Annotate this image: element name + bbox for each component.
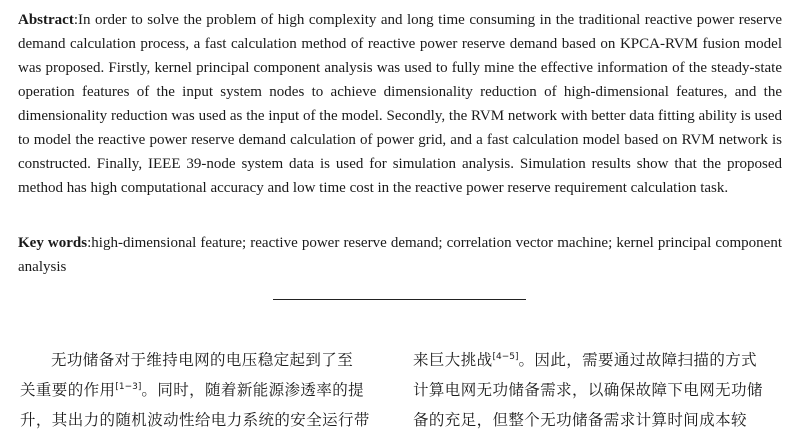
- body-line: [20, 375, 390, 405]
- keywords-colon: :: [87, 235, 92, 251]
- body-column-right: [413, 345, 783, 435]
- body-line: 无功储备对于维持电网的电压稳定起到了至: [51, 351, 354, 369]
- keywords-text: high-dimensional feature; reactive power reserve demand; correlation vector machine; kernel principal component analysis: [18, 235, 782, 275]
- section-separator-line: [273, 299, 526, 300]
- citation-ref: [1−3]: [115, 382, 142, 392]
- abstract-paragraph: [18, 8, 782, 200]
- body-text: 来巨大挑战: [413, 351, 493, 369]
- body-column-left: [20, 345, 390, 435]
- body-line: 计算电网无功储备需求，以确保故障下电网无功储: [413, 381, 763, 399]
- abstract-colon: :: [73, 12, 78, 28]
- abstract-label: Abstract: [18, 12, 74, 28]
- body-text: 关重要的作用: [20, 381, 116, 399]
- body-text: 。同时，随着新能源渗透率的提: [141, 381, 365, 399]
- abstract-text: In order to solve the problem of high complexity and long time consuming in the traditional reactive power reserve demand calculation process, a fast calculation method of reactive power reserve demand based on KPCA-RVM fusion model was proposed. Firstly, kernel principal component analysis was used to fully mine the effective information of the steady-state operation features of the input system nodes to achieve dimensionality reduction of high-dimensional features, and the dimensionality reduction was used as the input of the model. Secondly, the RVM network with better data fitting ability is used to model the reactive power reserve demand calculation of power grid, and a fast calculation model based on RVM network is constructed. Finally, IEEE 39-node system data is used for simulation analysis. Simulation results show that the proposed method has high computational accuracy and low time cost in the reactive power reserve requirement calculation task.: [18, 12, 782, 196]
- body-line: 备的充足，但整个无功储备需求计算时间成本较: [413, 411, 747, 429]
- body-line: [413, 345, 783, 375]
- body-text: 。因此，需要通过故障扫描的方式: [518, 351, 758, 369]
- keywords-paragraph: [18, 231, 782, 279]
- keywords-label: Key words: [18, 235, 88, 251]
- citation-ref: [4−5]: [492, 352, 519, 362]
- body-line: 升，其出力的随机波动性给电力系统的安全运行带: [20, 411, 370, 429]
